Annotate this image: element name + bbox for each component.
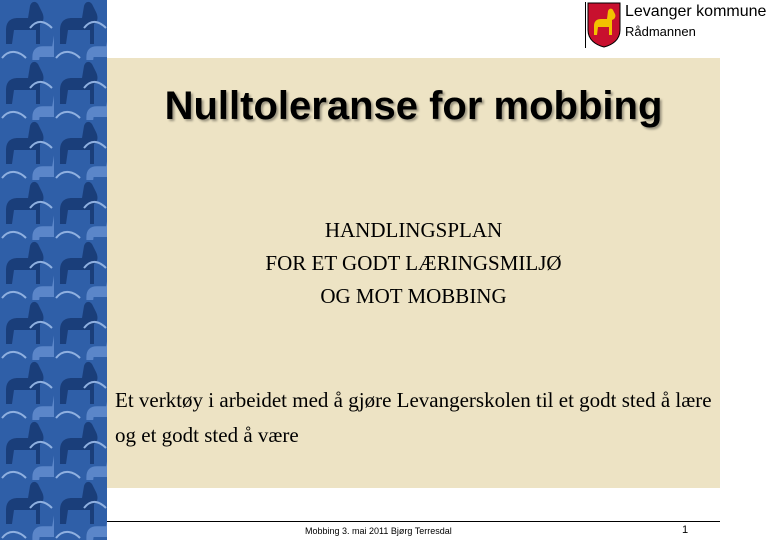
footer-divider [107,521,720,522]
organization-name: Levanger kommune [625,3,766,20]
slide-content [107,58,720,488]
slide-title: Nulltoleranse for mobbing [164,84,663,128]
logo-divider [585,2,586,48]
slide-body-text: Et verktøy i arbeidet med å gjøre Levangerskolen til et godt sted å lære og et godt sted å være [115,388,712,447]
decorative-horse-pattern [0,0,107,540]
subtitle-line: FOR ET GODT LÆRINGSMILJØ [265,251,562,275]
footer-text: Mobbing 3. mai 2011 Bjørg Terresdal [305,526,452,536]
slide-subtitle [107,214,720,313]
coat-of-arms-horse-icon [587,2,621,48]
header-bar [107,0,766,58]
organization-unit: Rådmannen [625,24,696,39]
page-number: 1 [682,524,689,536]
subtitle-line: OG MOT MOBBING [320,284,507,308]
subtitle-line: HANDLINGSPLAN [324,218,503,242]
